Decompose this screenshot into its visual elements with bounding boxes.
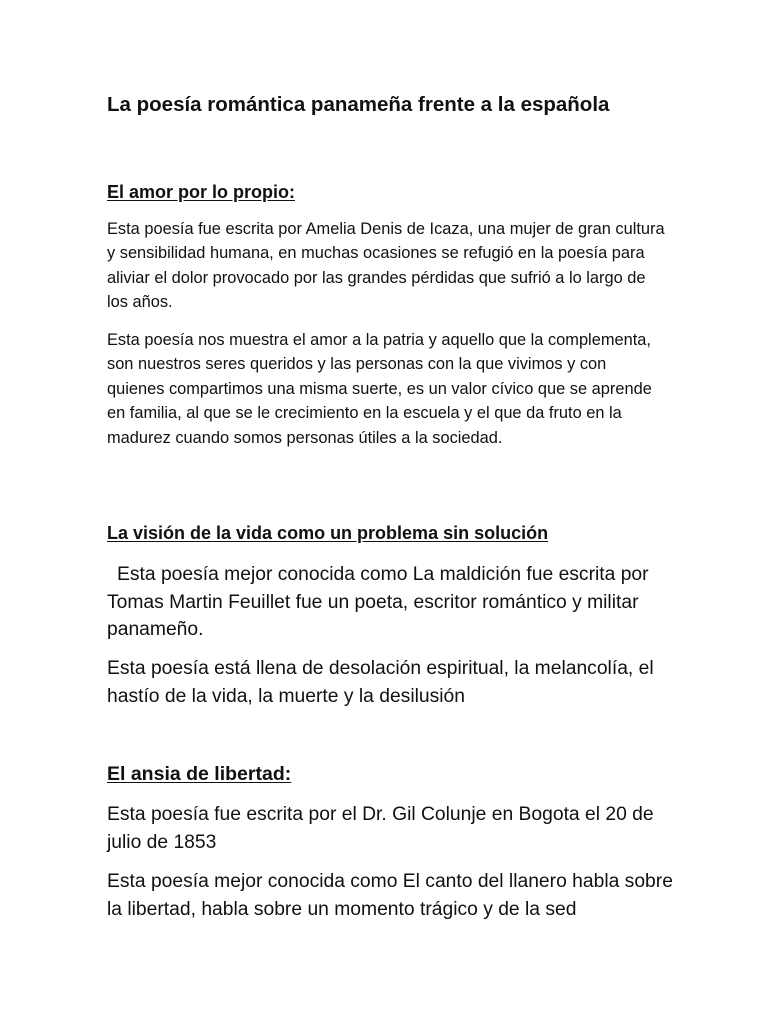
section-2-paragraph-2: Esta poesía está llena de desolación espiritual, la melancolía, el hastío de la vida, la muerte y la desilusión	[107, 658, 654, 707]
document-title: La poesía romántica panameña frente a la española	[107, 93, 610, 116]
section-heading-amor-por-lo-propio: El amor por lo propio:	[107, 182, 295, 202]
section-heading-ansia-de-libertad: El ansia de libertad:	[107, 763, 292, 785]
section-1-paragraph-2: Esta poesía nos muestra el amor a la patria y aquello que la complementa, son nuestros seres queridos y las personas con la que vivimos y con quienes compartimos una misma suerte, es un valor cívico que se aprende en familia, al que se le crecimiento en la escuela y el que da fruto en la madurez cuando somos personas útiles a la sociedad.	[107, 331, 652, 447]
section-3-paragraph-1: Esta poesía fue escrita por el Dr. Gil Colunje en Bogota el 20 de julio de 1853	[107, 804, 654, 853]
section-1-paragraph-1: Esta poesía fue escrita por Amelia Denis de Icaza, una mujer de gran cultura y sensibilidad humana, en muchas ocasiones se refugió en la poesía para aliviar el dolor provocado por las grandes pérdidas que sufrió a lo largo de los años.	[107, 220, 665, 312]
section-3-paragraph-2: Esta poesía mejor conocida como El canto del llanero habla sobre la libertad, habla sobre un momento trágico y de la sed	[107, 871, 673, 920]
section-heading-vision-de-la-vida: La visión de la vida como un problema sin solución	[107, 523, 549, 543]
section-2-paragraph-1: Esta poesía mejor conocida como La maldición fue escrita por Tomas Martin Feuillet fue un poeta, escritor romántico y militar panameño.	[107, 564, 649, 641]
